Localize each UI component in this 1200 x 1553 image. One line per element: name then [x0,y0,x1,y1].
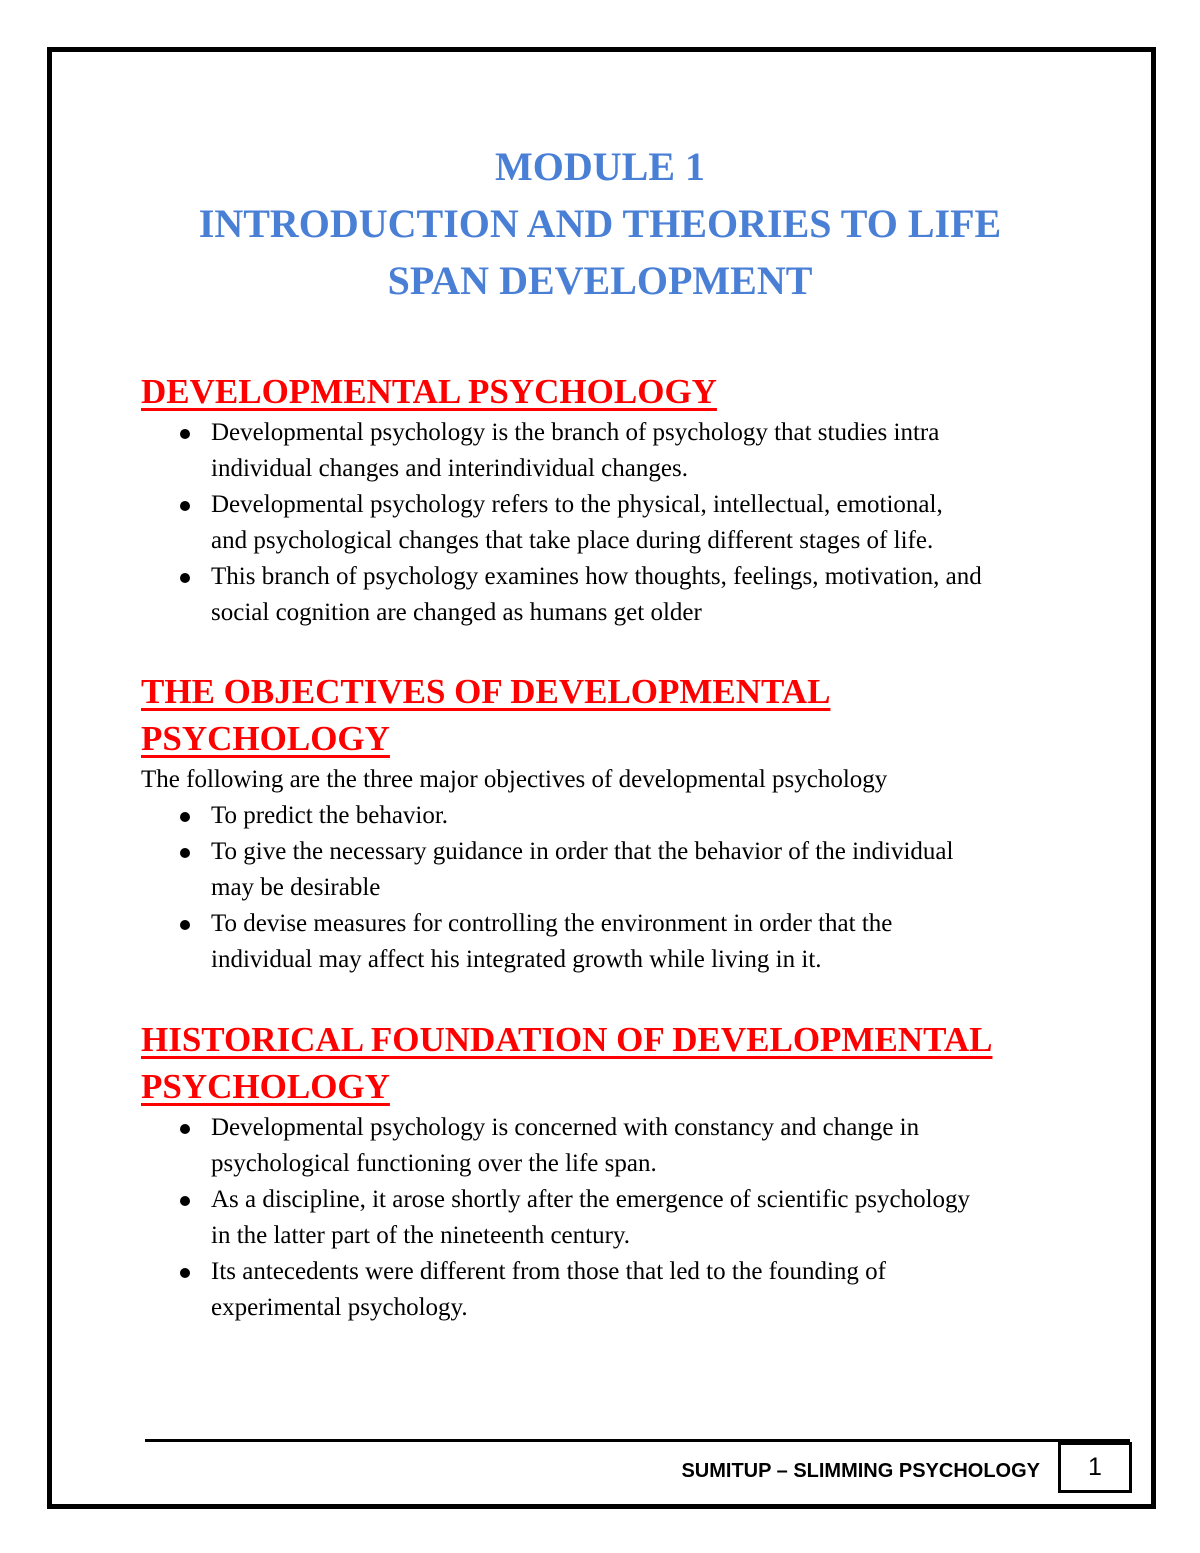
bullet-dot-icon [180,848,190,858]
bullet-dot-icon [180,429,190,439]
bullet-dot-icon [180,812,190,822]
bullet-list [141,1110,1101,1326]
bullet-dot-icon [180,501,190,511]
list-item-line: To devise measures for controlling the environment in order that the [211,910,893,937]
list-item-line: and psychological changes that take place during different stages of life. [211,527,934,554]
bullet-list [141,415,1101,631]
page-number: 1 [1088,1453,1102,1481]
bullet-dot-icon [180,920,190,930]
list-item [141,1110,1101,1182]
list-item-line: individual changes and interindividual changes. [211,455,688,482]
list-item [141,487,1101,559]
section-objectives [141,668,1101,978]
list-item [141,906,1101,978]
list-item-line: Developmental psychology is the branch of psychology that studies intra [211,419,940,446]
section-heading [141,668,1101,762]
list-item-line: social cognition are changed as humans get older [211,599,702,626]
list-item [141,798,1101,834]
bullet-dot-icon [180,573,190,583]
title-line-2: INTRODUCTION AND THEORIES TO LIFE [198,201,1002,246]
list-item-line: may be desirable [211,874,381,901]
list-item [141,559,1101,631]
bullet-list [141,798,1101,978]
list-item-line: Developmental psychology refers to the physical, intellectual, emotional, [211,491,943,518]
section-intro: The following are the three major objectives of developmental psychology [141,766,888,793]
section-heading-line: PSYCHOLOGY [141,719,390,758]
list-item-line: To predict the behavior. [211,802,449,829]
footer-title: SUMITUP – SLIMMING PSYCHOLOGY [681,1460,1040,1482]
list-item-line: psychological functioning over the life span. [211,1150,657,1177]
list-item-line: This branch of psychology examines how thoughts, feelings, motivation, and [211,563,982,590]
list-item [141,1182,1101,1254]
section-historical-foundation [141,1016,1101,1326]
list-item-line: Its antecedents were different from those that led to the founding of [211,1258,887,1285]
list-item-line: individual may affect his integrated growth while living in it. [211,946,822,973]
bullet-dot-icon [180,1124,190,1134]
list-item [141,415,1101,487]
section-developmental-psychology [141,368,1101,631]
section-heading-line: THE OBJECTIVES OF DEVELOPMENTAL [141,672,831,711]
list-item-line: experimental psychology. [211,1294,468,1321]
document-title [60,138,1140,309]
section-heading-line: HISTORICAL FOUNDATION OF DEVELOPMENTAL [141,1020,993,1059]
footer-rule [145,1439,1130,1442]
list-item-line: To give the necessary guidance in order that the behavior of the individual [211,838,954,865]
title-line-3: SPAN DEVELOPMENT [387,258,813,303]
title-line-1: MODULE 1 [495,144,705,189]
list-item [141,1254,1101,1326]
section-heading-line: PSYCHOLOGY [141,1067,390,1106]
bullet-dot-icon [180,1196,190,1206]
list-item [141,834,1101,906]
list-item-line: in the latter part of the nineteenth century. [211,1222,631,1249]
page-number-box [1058,1442,1132,1493]
list-item-line: As a discipline, it arose shortly after the emergence of scientific psychology [211,1186,971,1213]
list-item-line: Developmental psychology is concerned with constancy and change in [211,1114,920,1141]
section-heading: DEVELOPMENTAL PSYCHOLOGY [141,372,717,411]
bullet-dot-icon [180,1268,190,1278]
section-heading [141,1016,1101,1110]
